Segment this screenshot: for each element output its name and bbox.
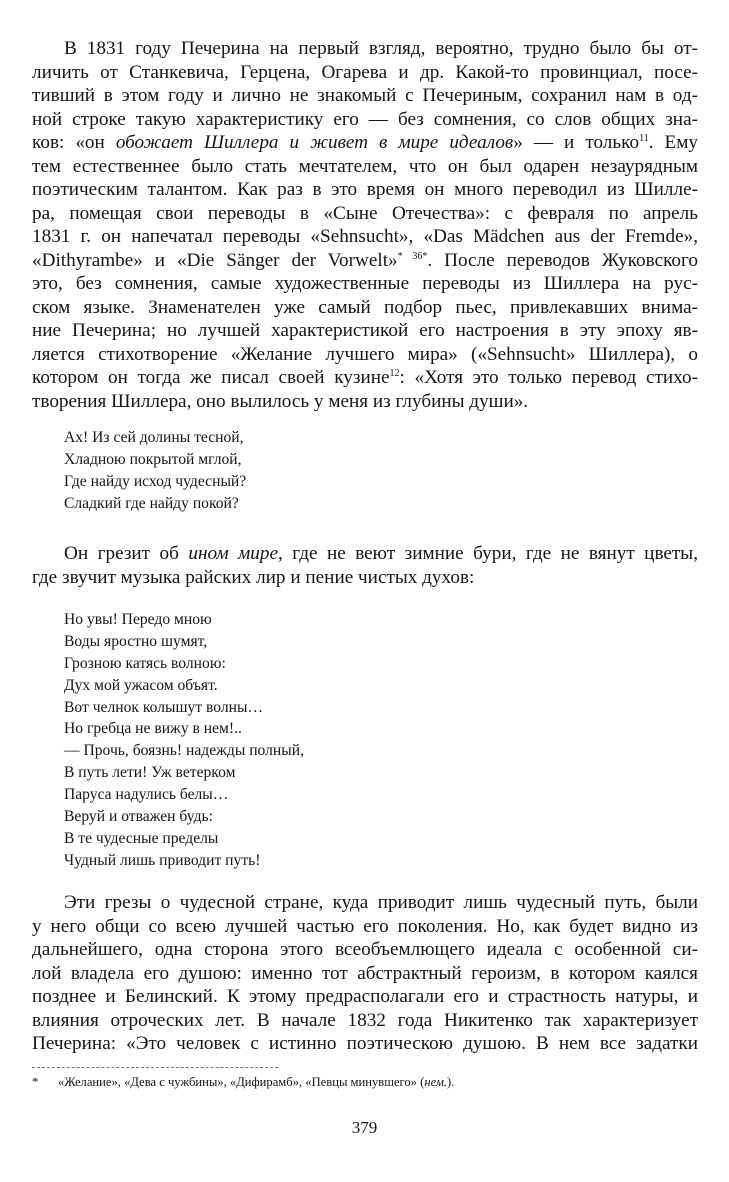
paragraph-line: ние Печерина; но лучшей характеристикой его настроения в эту эпоху яв- [32, 320, 698, 341]
paragraph-1 [32, 37, 698, 413]
poem-line: Где найду исход чудесный? [64, 472, 247, 490]
footnote-italic: нем. [424, 1075, 448, 1089]
poem-line: Ах! Из сей долины тесной, [64, 429, 244, 446]
paragraph-line: творения Шиллера, оно вылилось у меня из глубины души». [32, 390, 529, 412]
paragraph-line: где звучит музыка райских лир и пение чистых духов: [32, 566, 475, 588]
paragraph-line: ра, помещая свои переводы в «Сыне Отечества»: с февраля по апрель [32, 202, 698, 224]
paragraph-line: ков: «он обожает Шиллера и живет в мире идеалов» — и только$^{11}$. Ему [32, 132, 698, 153]
paragraph-line: котором он тогда же писал своей кузине$^{12}$: «Хотя это только перевод стихо- [32, 367, 698, 388]
paragraph-line: личить от Станкевича, Герцена, Огарева и др. Какой-то провинциал, посе- [32, 61, 698, 83]
paragraph-line: тем естественнее было стать мечтателем, что он был одарен незаурядным [32, 155, 698, 177]
paragraph-line: В 1831 году Печерина на первый взгляд, вероятно, трудно было бы от- [64, 38, 698, 59]
paragraph-line: 1831 г. он напечатал переводы «Sehnsucht», «Das Mädchen aus der Fremde», [32, 226, 698, 247]
poem-stanza-2 [64, 609, 464, 872]
poem-line: Веруй и отважен будь: [64, 808, 213, 826]
paragraph-line: Он грезит об ином мире, где не веют зимние бури, где не вянут цветы, [64, 543, 698, 564]
italic-quote: обожает Шиллера и живет в мире идеалов [115, 132, 514, 153]
footnote-ref: 11 [639, 133, 649, 144]
paragraph-line: это, без сомнения, самые художественные переводы из Шиллера на рус- [32, 273, 698, 294]
poem-line: В те чудесные пределы [64, 829, 219, 847]
poem-line: Паруса надулись белы… [64, 786, 229, 804]
footnote-ref: 12 [389, 368, 400, 379]
poem-line: Хладною покрытой мглой, [64, 450, 242, 468]
paragraph-line: лой владела его душою: именно тот абстрактный героизм, в котором каялся [32, 962, 698, 984]
poem-line: Но гребца не вижу в нем!.. [64, 720, 242, 738]
page-number: 379 [351, 1118, 378, 1137]
poem-line: Грозною катясь волною: [64, 654, 226, 672]
paragraph-line: поэтическим талантом. Как раз в это время он много переводил из Шилле- [32, 179, 698, 200]
paragraph-3 [32, 891, 698, 1056]
paragraph-line: Эти грезы о чудесной стране, куда приводит лишь чудесный путь, были [64, 892, 698, 913]
footnote: * «Желание», «Дева с чужбины», «Дифирамб», «Певцы минувшего» (нем.). [32, 1075, 455, 1089]
poem-stanza-1 [64, 427, 464, 515]
paragraph-line: Печерина: «Это человек с истинно поэтическою душою. В нем все задатки [32, 1033, 698, 1054]
poem-line: В путь лети! Уж ветерком [64, 764, 236, 782]
paragraph-line: ляется стихотворение «Желание лучшего мира» («Sehnsucht» Шиллера), о [32, 343, 698, 365]
paragraph-line: позднее и Белинский. К этому предрасполагали его и страстность натуры, и [32, 986, 698, 1007]
poem-line: Воды яростно шумят, [64, 632, 208, 650]
paragraph-2 [32, 542, 698, 589]
poem-line: Вот челнок колышут волны… [64, 698, 264, 716]
paragraph-line: у него общи со всею лучшей частью его поколения. Но, как будет видно из [32, 915, 698, 937]
poem-line: Чудный лишь приводит путь! [64, 851, 261, 869]
paragraph-line: влияния отроческих лет. В начале 1832 года Никитенко так характеризует [32, 1009, 698, 1031]
paragraph-line: ной строке такую характеристику его — без сомнения, со слов общих зна- [32, 108, 698, 130]
footnote-ref: * 36* [397, 250, 428, 262]
paragraph-line: тивший в этом году и лично не знакомый с Печериным, сохранил нам в од- [32, 85, 698, 106]
poem-line: Сладкий где найду покой? [64, 494, 239, 512]
paragraph-line: ском языке. Знаменателен уже самый подбор пьес, привлекавших внима- [32, 296, 698, 318]
poem-line: Но увы! Передо мною [64, 611, 212, 628]
footnote-divider [32, 1067, 278, 1068]
footnote-marker: * [32, 1075, 39, 1089]
paragraph-line: «Dithyrambe» и «Die Sänger der Vorwelt»$^{* 36*}$. После переводов Жуковского [32, 249, 699, 271]
paragraph-line: дальнейшего, одна сторона этого всеобъемлющего идеала с особенной си- [32, 939, 698, 960]
poem-line: Дух мой ужасом объят. [64, 676, 218, 694]
poem-line: — Прочь, боязнь! надежды полный, [64, 742, 304, 760]
italic-phrase: ином мире [188, 543, 279, 564]
footnote-text: «Желание», «Дева с чужбины», «Дифирамб», «Певцы минувшего» ( [58, 1075, 425, 1089]
